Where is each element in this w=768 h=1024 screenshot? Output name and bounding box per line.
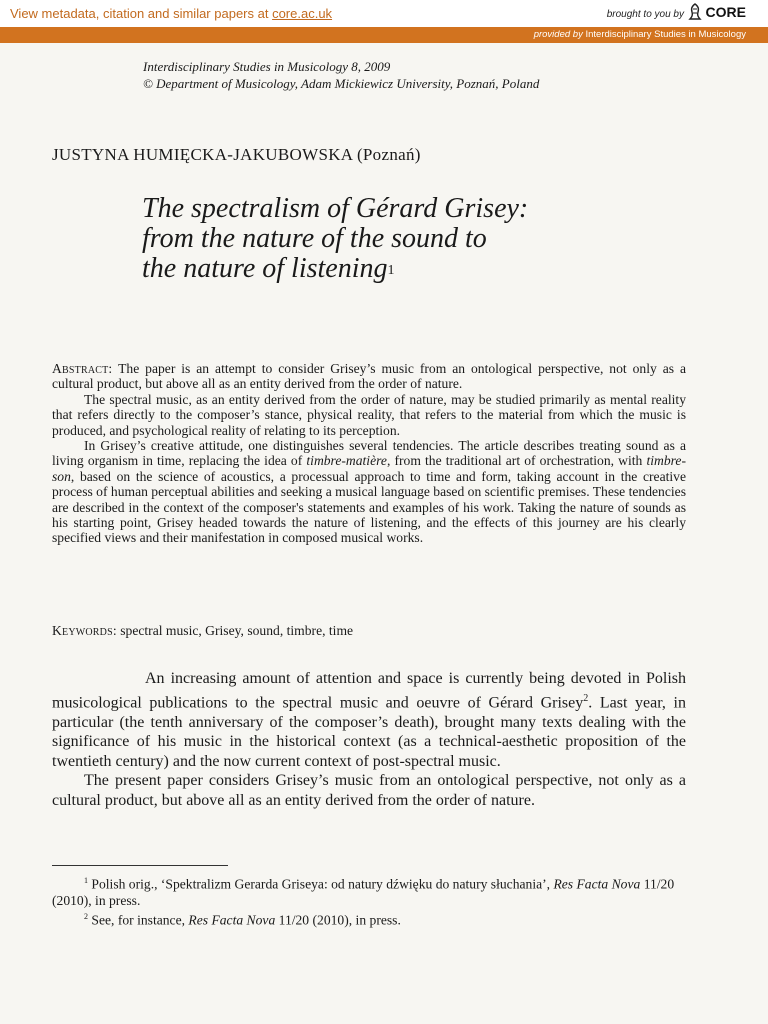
abstract-label: Abstract:	[52, 361, 113, 376]
abstract	[52, 361, 686, 546]
footnote-1-text: Polish orig., ‘Spektralizm Gerarda Griseya: od natury dźwięku do natury słuchania’,	[91, 876, 554, 892]
paper-title	[142, 194, 702, 284]
footnotes	[52, 873, 686, 928]
journal-copyright: © Department of Musicology, Adam Mickiewicz University, Poznań, Poland	[143, 76, 540, 91]
footnote-divider	[52, 865, 228, 866]
provided-by-bar	[0, 27, 768, 43]
journal-header	[143, 58, 539, 92]
footnote-2-text-end: 11/20 (2010), in press.	[275, 912, 401, 928]
keywords	[52, 623, 353, 639]
title-line-3	[142, 254, 702, 284]
footnote-2-journal: Res Facta Nova	[188, 912, 276, 928]
abstract-paragraph-2: The spectral music, as an entity derived from the order of nature, may be studied primarily as mental reality that refers directly to the composer’s stance, physical reality, that refers to the material from which the music is produced, and psychological reality of relating to its perception.	[52, 391, 686, 438]
footnote-2-mark: 2	[84, 911, 88, 921]
abstract-text-3a: In Grisey’s creative attitude, one distinguishes several tendencies. The article describes treating sound as a living organism in time, replacing the idea of	[52, 438, 686, 469]
footnote-2-text: See, for instance,	[91, 912, 189, 928]
abstract-text-3b: , from the traditional art of orchestration, with	[386, 453, 647, 469]
abstract-text-1: The paper is an attempt to consider Grisey’s music from an ontological perspective, not only as a cultural product, but above all as an entity derived from the order of nature.	[52, 361, 686, 392]
metadata-notice	[10, 6, 332, 21]
footnote-1	[52, 873, 686, 909]
footnote-1-journal: Res Facta Nova	[553, 876, 641, 892]
abstract-text-3c: , based on the science of acoustics, a processual approach to time and form, taking account in the creative process of human perceptual abilities and seeking a musical language based on scientific premises. These tendencies are described in the context of the composer's statements and examples of his work. Taking the nature of sounds as his starting point, Grisey headed towards the nature of listening, and the effects of this journey are his clearly specified views and their manifestation in composed musical works.	[52, 468, 686, 546]
core-ac-uk-link[interactable]: core.ac.uk	[272, 6, 333, 21]
journal-title: Interdisciplinary Studies in Musicology 8, 2009	[143, 59, 391, 74]
metadata-prefix: View metadata, citation and similar papers at	[10, 6, 273, 21]
body-paragraph-2: The present paper considers Grisey’s music from an ontological perspective, not only as a cultural product, but above all as an entity derived from the order of nature.	[52, 772, 686, 809]
keywords-label: Keywords:	[52, 623, 117, 638]
term-timbre-son: timbre-son	[52, 453, 686, 484]
core-logo-icon	[688, 3, 702, 21]
footnote-2	[52, 909, 686, 929]
footnote-1-mark: 1	[84, 876, 88, 885]
brought-to-you-text: brought to you by	[606, 9, 684, 20]
footnote-1-text-end: 11/20 (2010), in press.	[52, 876, 675, 908]
keywords-text: spectral music, Grisey, sound, timbre, time	[120, 623, 354, 638]
footnote-ref-2: 2	[583, 692, 589, 704]
body-text	[52, 669, 686, 810]
provided-by-source-link[interactable]: Interdisciplinary Studies in Musicology	[585, 29, 746, 40]
body-text-1a: An increasing amount of attention and space is currently being devoted in Polish musicological publications to the spectral music and oeuvre of Gérard Grisey	[52, 670, 686, 711]
provided-by-text	[534, 29, 746, 40]
body-paragraph-1	[52, 669, 686, 771]
abstract-paragraph-1	[52, 361, 686, 392]
term-timbre-matiere: timbre-matière	[306, 453, 387, 469]
title-line-3-text: the nature of listening	[142, 253, 388, 284]
abstract-paragraph-3	[52, 438, 686, 546]
title-footnote-mark: 1	[387, 263, 395, 278]
title-line-2: from the nature of the sound to	[142, 223, 487, 254]
provided-by-label: provided by	[533, 29, 583, 40]
core-logo[interactable]: CORE	[705, 4, 746, 20]
author-name: JUSTYNA HUMIĘCKA-JAKUBOWSKA (Poznań)	[52, 145, 421, 164]
core-header	[0, 0, 768, 28]
body-text-1b: . Last year, in particular (the tenth anniversary of the composer’s death), brought many texts dealing with the significance of his music in the historical context (as a technical-aesthetic proposition of the twentieth century) and the now current context of post-spectral music.	[52, 693, 686, 770]
title-line-1: The spectralism of Gérard Grisey:	[142, 193, 529, 224]
